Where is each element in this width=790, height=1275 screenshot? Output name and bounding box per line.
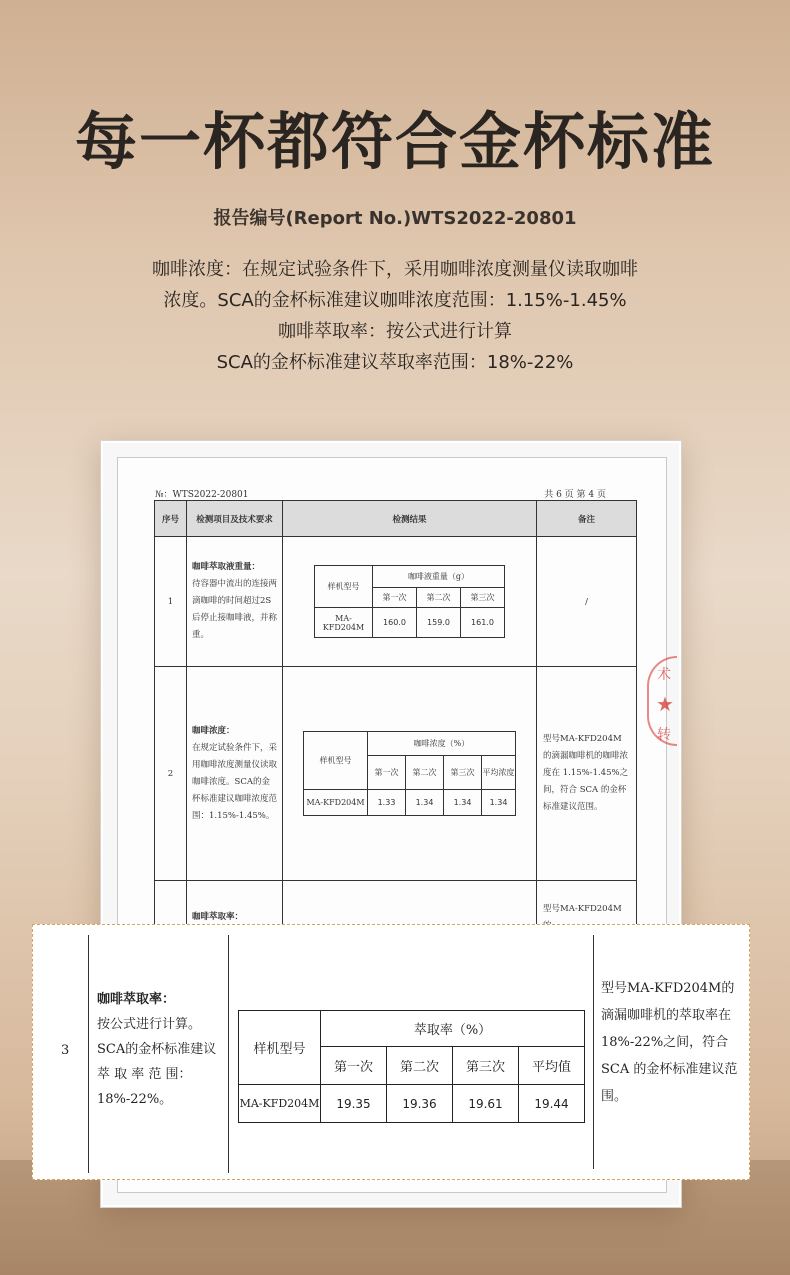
col-label: 第一次 (368, 756, 406, 790)
description-line: SCA的金杯标准建议萃取率范围：18%-22% (216, 352, 574, 373)
measure-label: 咖啡浓度（%） (368, 732, 516, 756)
stamp-star-icon: ★ (656, 692, 674, 716)
callout-seq: 3 (61, 1043, 70, 1058)
result-value: 1.34 (444, 790, 482, 816)
col-label: 第三次 (453, 1047, 519, 1085)
header-seq: 序号 (155, 501, 187, 537)
model-value: MA-KFD204M (304, 790, 368, 816)
model-label: 样机型号 (304, 732, 368, 790)
col-label: 第三次 (444, 756, 482, 790)
col-label: 平均值 (519, 1047, 585, 1085)
description-line: 咖啡浓度：在规定试验条件下，采用咖啡浓度测量仪读取咖啡 (152, 259, 638, 280)
model-label: 样机型号 (239, 1011, 321, 1085)
document-report-no: №：WTS2022-20801 (155, 490, 249, 500)
model-value: MA-KFD204M (239, 1085, 321, 1123)
result-value: 19.35 (321, 1085, 387, 1123)
header-remark: 备注 (537, 501, 637, 537)
callout-requirement (97, 987, 223, 1112)
stamp-text: 转 (657, 727, 671, 743)
report-number: 报告编号(Report No.)WTS2022-20801 (213, 208, 577, 229)
row-remark: 型号MA-KFD204M (537, 881, 637, 1001)
row-seq: 2 (155, 667, 187, 881)
row-requirement (187, 537, 283, 667)
extraction-result-table (238, 1010, 585, 1123)
callout-line: 萃 取 率 范 围： (97, 1067, 192, 1082)
report-row-1 (155, 537, 637, 667)
col-label: 平均浓度 (482, 756, 516, 790)
row-seq: 1 (155, 537, 187, 667)
callout-line: 按公式进行计算。 (97, 1017, 202, 1032)
report-header-row (155, 501, 637, 537)
requirement-text: 待容器中流出的连接两滴咖啡的时间超过2S后停止接咖啡液，并称重。 (192, 579, 278, 640)
result-value: 1.33 (368, 790, 406, 816)
row-remark: / (537, 537, 637, 667)
col-label: 第二次 (387, 1047, 453, 1085)
requirement-title: 咖啡萃取率： (192, 912, 244, 922)
measure-label: 咖啡液重量（g） (373, 566, 505, 588)
result-value: 160.0 (373, 608, 417, 638)
row-requirement (187, 667, 283, 881)
col-label: 第一次 (321, 1047, 387, 1085)
weight-result-table (314, 565, 505, 638)
requirement-text: 在规定试验条件下，采用咖啡浓度测量仪读取咖啡浓度。SCA的金杯标准建议咖啡浓度范围：1.15%-1.45%。 (192, 742, 278, 821)
red-seal-stamp (647, 656, 677, 746)
callout-line: 18%-22%。 (97, 1092, 173, 1107)
zoom-callout (32, 924, 750, 1180)
callout-remark: 型号MA-KFD204M的滴漏咖啡机的萃取率在 18%-22%之间，符合 SCA 的金杯标准建议范围。 (601, 981, 738, 1104)
result-value: 1.34 (406, 790, 444, 816)
row-remark: 型号MA-KFD204M的滴漏咖啡机的咖啡浓度在 1.15%-1.45%之间，符合 SCA 的金杯标准建议范围。 (537, 667, 637, 881)
header-item: 检测项目及技术要求 (187, 501, 283, 537)
result-value: 19.36 (387, 1085, 453, 1123)
requirement-title: 咖啡萃取液重量： (192, 562, 261, 572)
description-line: 浓度。SCA的金杯标准建议咖啡浓度范围：1.15%-1.45% (163, 290, 627, 311)
row-result (283, 667, 537, 881)
header-result: 检测结果 (283, 501, 537, 537)
col-label: 第三次 (461, 588, 505, 608)
description-line: 咖啡萃取率：按公式进行计算 (278, 321, 512, 342)
page-headline: 每一杯都符合金杯标准 (74, 105, 715, 178)
callout-line: SCA的金杯标准建议 (97, 1042, 217, 1057)
result-value: 161.0 (461, 608, 505, 638)
result-value: 19.44 (519, 1085, 585, 1123)
callout-title: 咖啡萃取率： (97, 992, 176, 1007)
col-label: 第二次 (417, 588, 461, 608)
model-value: MA-KFD204M (315, 608, 373, 638)
description-block (0, 254, 790, 378)
col-label: 第一次 (373, 588, 417, 608)
requirement-title: 咖啡浓度： (192, 725, 235, 736)
result-value: 159.0 (417, 608, 461, 638)
document-page-info: 共 6 页 第 4 页 (544, 490, 606, 500)
col-label: 第二次 (406, 756, 444, 790)
stamp-text: 术 (657, 667, 671, 683)
result-value: 19.61 (453, 1085, 519, 1123)
measure-label: 萃取率（%） (321, 1011, 585, 1047)
report-row-2 (155, 667, 637, 881)
result-value: 1.34 (482, 790, 516, 816)
concentration-result-table (303, 731, 516, 816)
row-result (283, 537, 537, 667)
model-label: 样机型号 (315, 566, 373, 608)
